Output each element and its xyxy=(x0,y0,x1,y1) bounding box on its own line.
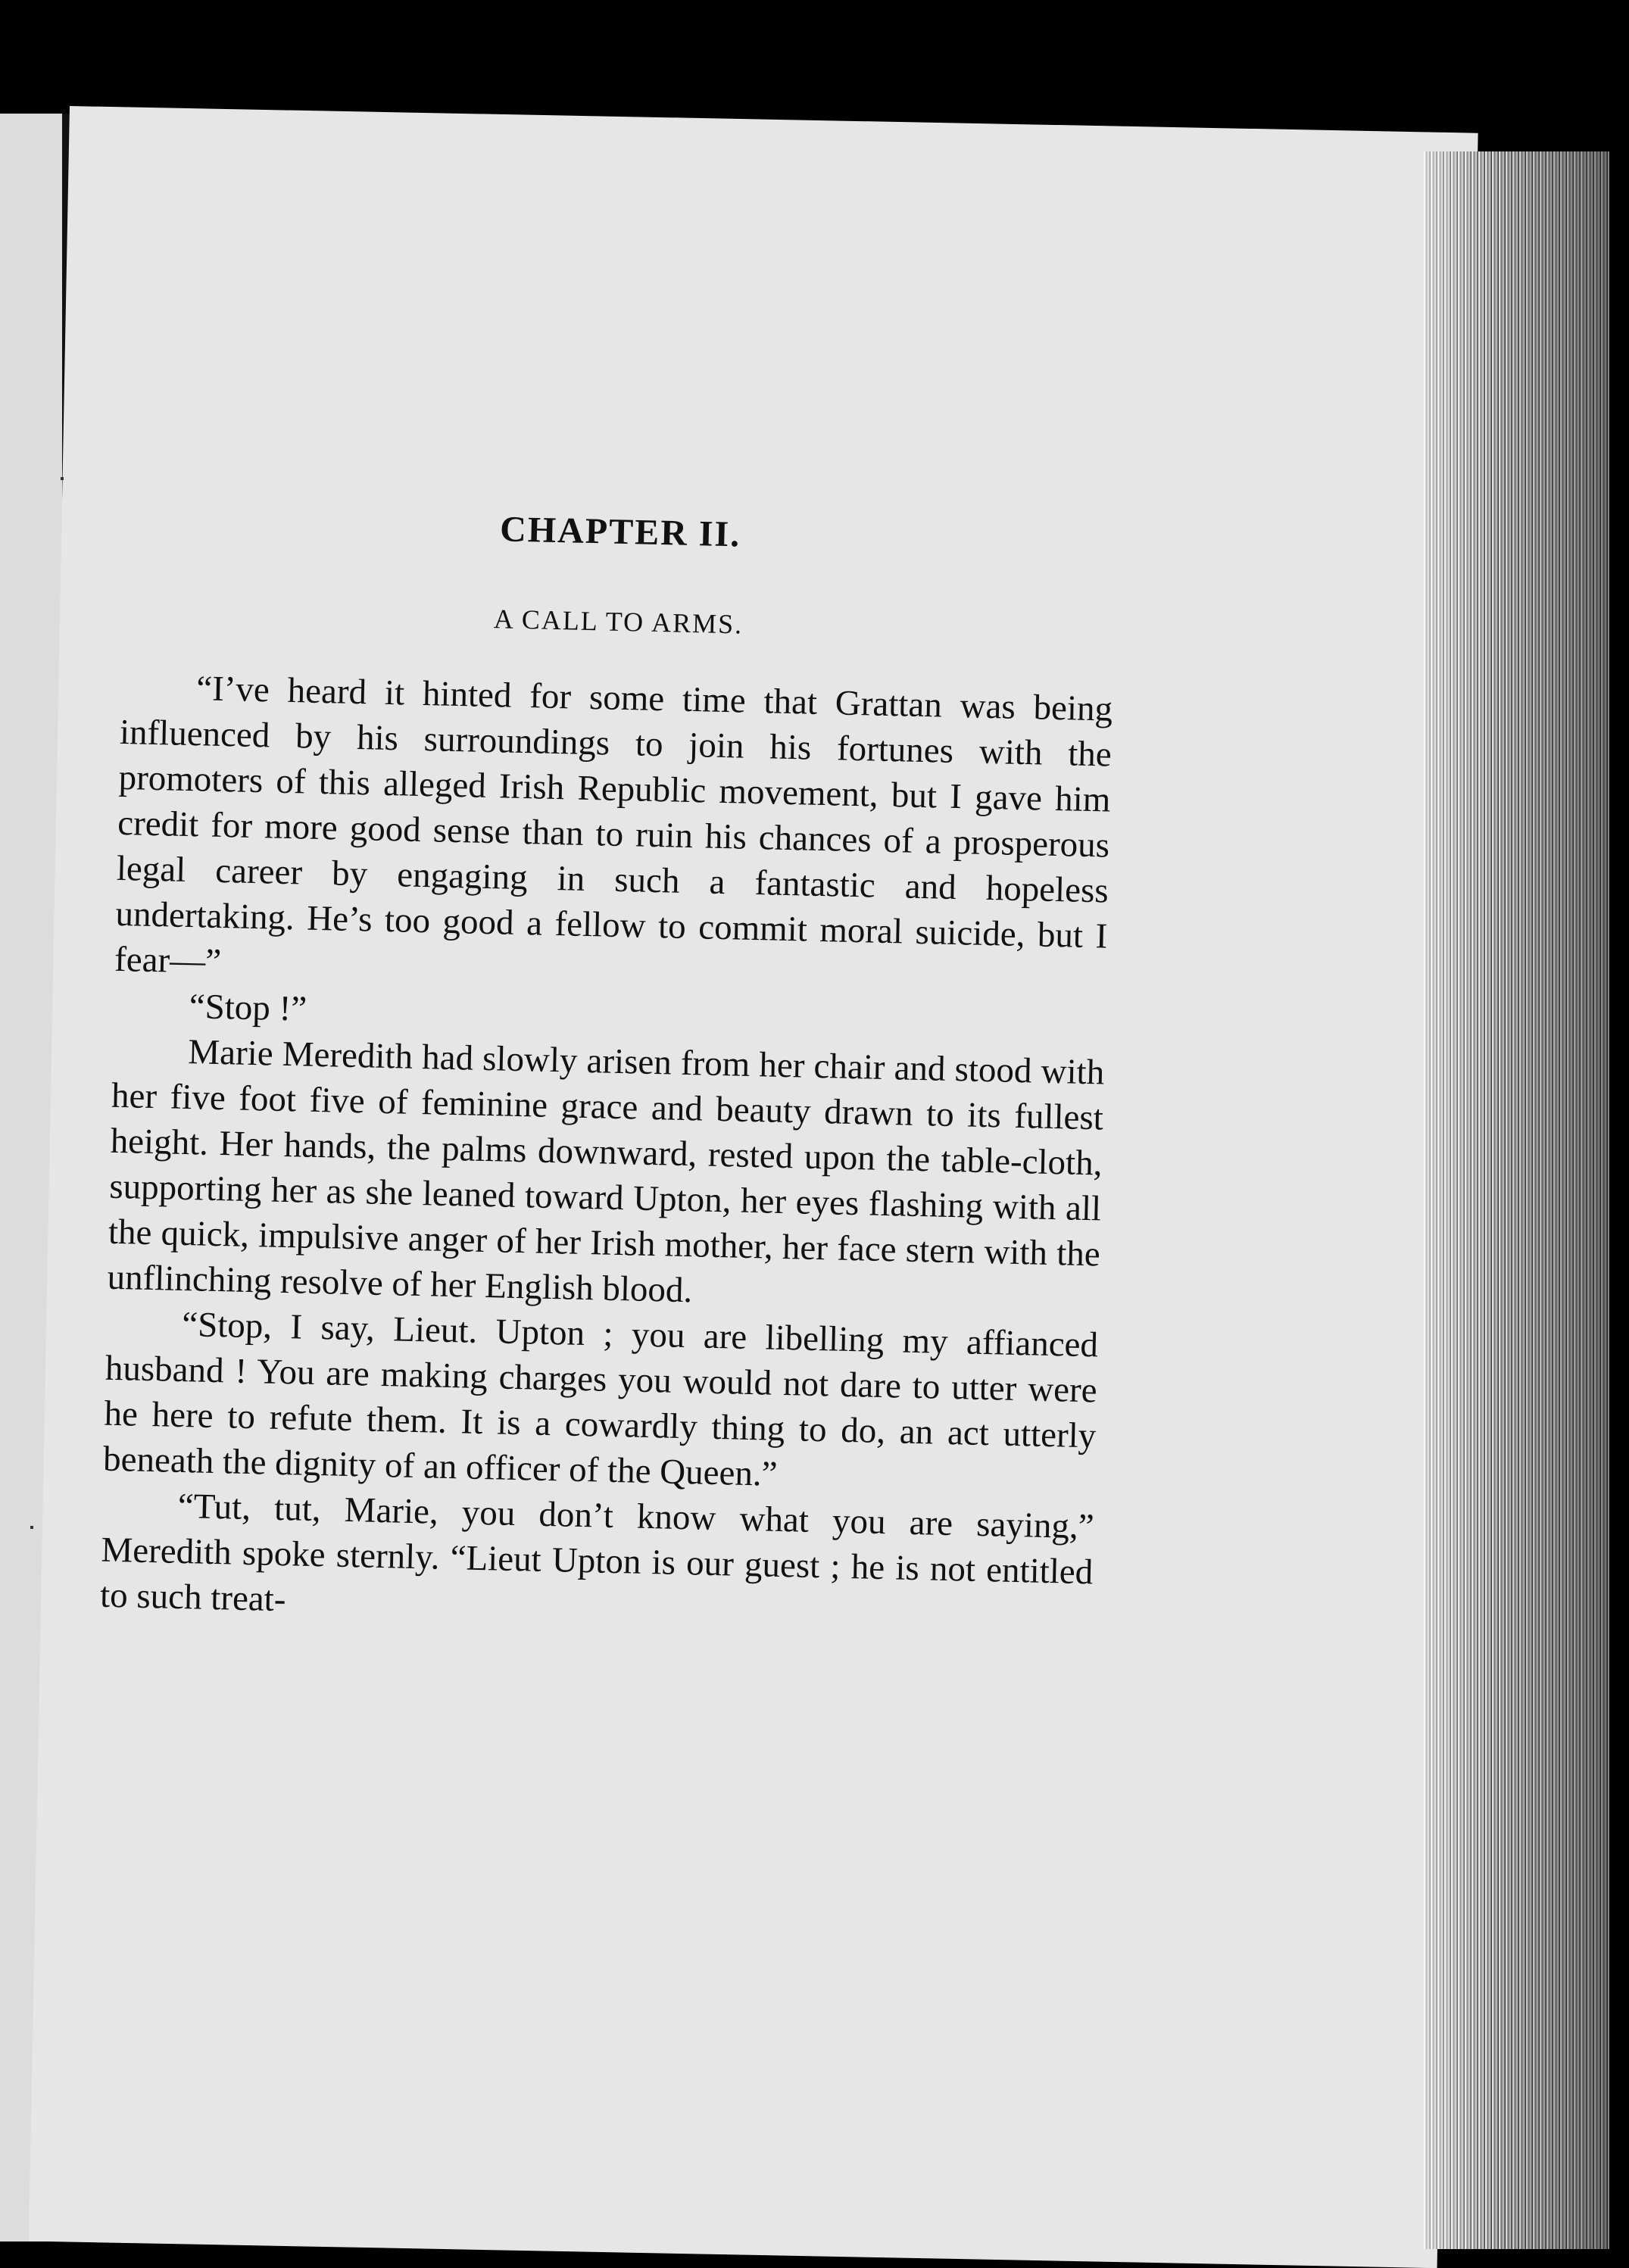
scan-speck xyxy=(30,1526,33,1529)
chapter-subtitle: A CALL TO ARMS. xyxy=(493,604,744,640)
scan-speck xyxy=(61,477,64,480)
paragraph: “Tut, tut, Marie, you don’t know what you are saying,” Meredith spoke sternly. “Lieut Upton is our guest ; he is not entitled to such treat- xyxy=(99,1486,1095,1620)
chapter-title: CHAPTER II. xyxy=(499,509,741,555)
paragraph: “Stop !” xyxy=(189,987,307,1029)
page-edges-shading xyxy=(1424,151,1609,2249)
paragraph: “Stop, I say, Lieut. Upton ; you are libelling my affianced husband ! You are making charges you would not dare to utter were he here to refute them. It is a cowardly thing to do, an act utterly beneath the dignity of an officer of the Queen.” xyxy=(102,1304,1099,1494)
page-text xyxy=(99,500,1116,1640)
paragraph: Marie Meredith had slowly arisen from her chair and stood with her five foot five of feminine grace and beauty drawn to its fullest height. Her hands, the palms downward, rested upon the table-cloth, supporting her as she leaned toward Upton, her eyes flashing with all the quick, impulsive anger of her Irish mother, her face stern with the unflinching resolve of her English blood. xyxy=(107,1032,1105,1311)
paragraph: “I’ve heard it hinted for some time that Grattan was being influenced by his surroundings to join his fortunes with the promoters of this alleged Irish Republic movement, but I gave him credit for more good sense than to ruin his chances of a prosperous legal career by engaging in such a fantastic and hopeless undertaking. He’s too good a fellow to commit moral suicide, but I fear—” xyxy=(114,669,1113,982)
